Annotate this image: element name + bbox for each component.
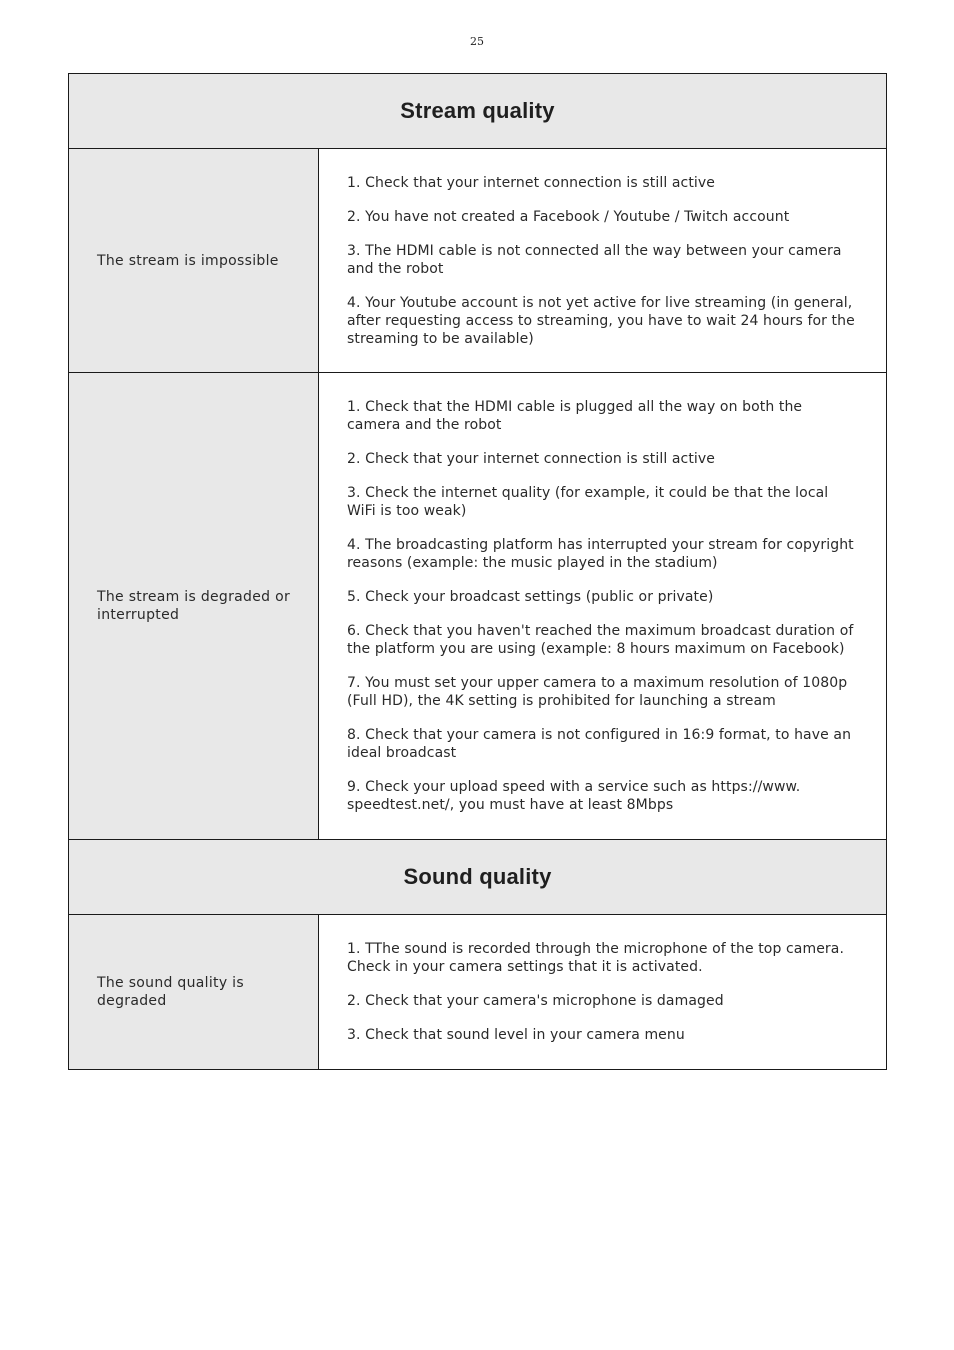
solutions-cell	[319, 915, 887, 1070]
solution-item: 4. Your Youtube account is not yet active for live streaming (in general, after requesting access to streaming, you have to wait 24 hours for the streaming to be available)	[347, 294, 855, 347]
solution-item: 1. Check that the HDMI cable is plugged all the way on both the camera and the robot	[347, 399, 803, 433]
solution-item: 1. TThe sound is recorded through the microphone of the top camera. Check in your camera settings that it is activated.	[347, 941, 845, 975]
solution-item: 1. Check that your internet connection is still active	[347, 174, 716, 191]
solution-item: 5. Check your broadcast settings (public or private)	[347, 589, 714, 605]
section-header-stream-quality	[69, 74, 887, 149]
solution-item: 3. The HDMI cable is not connected all the way between your camera and the robot	[347, 242, 842, 277]
troubleshooting-table	[68, 73, 887, 1070]
table-row	[69, 373, 887, 840]
problem-cell	[69, 149, 319, 373]
solution-item: 3. Check the internet quality (for example, it could be that the local WiFi is too weak)	[347, 485, 829, 519]
problem-cell	[69, 373, 319, 840]
problem-label: The sound quality is degraded	[97, 975, 244, 1009]
solutions-cell	[319, 373, 887, 840]
solution-item: 3. Check that sound level in your camera menu	[347, 1027, 685, 1043]
solution-item: 7. You must set your upper camera to a maximum resolution of 1080p (Full HD), the 4K setting is prohibited for launching a stream	[347, 675, 848, 709]
solution-item: 9. Check your upload speed with a service such as https://www. speedtest.net/, you must have at least 8Mbps	[347, 779, 801, 813]
solution-item: 8. Check that your camera is not configured in 16:9 format, to have an ideal broadcast	[347, 727, 852, 761]
page-number: 25	[470, 35, 484, 48]
problem-cell	[69, 915, 319, 1070]
solution-item: 4. The broadcasting platform has interrupted your stream for copyright reasons (example: the music played in the stadium)	[347, 537, 854, 571]
solutions-cell	[319, 149, 887, 373]
table-row	[69, 915, 887, 1070]
solution-item: 2. You have not created a Facebook / Youtube / Twitch account	[347, 208, 790, 225]
section-title: Stream quality	[400, 98, 555, 123]
solution-item: 2. Check that your internet connection is still active	[347, 451, 716, 467]
solution-item: 2. Check that your camera's microphone is damaged	[347, 993, 724, 1009]
problem-label: The stream is degraded or interrupted	[97, 589, 291, 623]
section-title: Sound quality	[403, 864, 552, 889]
problem-label: The stream is impossible	[97, 252, 279, 269]
section-header-sound-quality	[69, 840, 887, 915]
solution-item: 6. Check that you haven't reached the maximum broadcast duration of the platform you are using (example: 8 hours maximum on Facebook)	[347, 623, 854, 657]
table-row	[69, 149, 887, 373]
